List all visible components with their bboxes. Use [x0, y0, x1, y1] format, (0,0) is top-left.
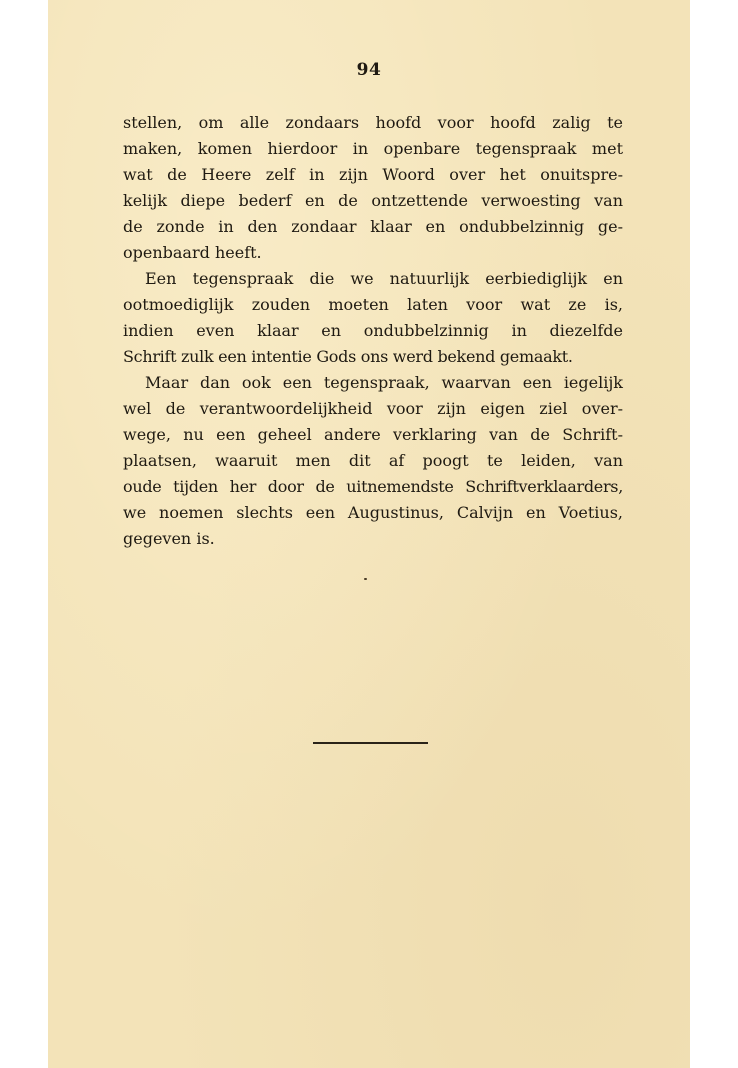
- text-line: Een tegenspraak die we natuurlijk eerbiediglijk en: [145, 269, 623, 288]
- text-line: wel de verantwoordelijkheid voor zijn eigen ziel over-: [123, 399, 623, 418]
- text-line: indien even klaar en ondubbelzinnig in diezelfde: [123, 321, 623, 340]
- body-text: [123, 110, 623, 552]
- text-line: Maar dan ook een tegenspraak, waarvan een iegelijk: [145, 373, 623, 392]
- book-page: [48, 0, 690, 1068]
- text-line: we noemen slechts een Augustinus, Calvijn en Voetius,: [123, 503, 623, 522]
- text-line: oude tijden her door de uitnemendste Schriftverklaarders,: [123, 477, 623, 496]
- text-line: Schrift zulk een intentie Gods ons werd bekend gemaakt.: [123, 347, 573, 366]
- text-line: gegeven is.: [123, 529, 215, 548]
- end-rule: [313, 742, 428, 744]
- page-number: 94: [356, 60, 382, 80]
- text-line: de zonde in den zondaar klaar en ondubbelzinnig ge-: [123, 217, 623, 236]
- text-line: wege, nu een geheel andere verklaring van de Schrift-: [123, 425, 623, 444]
- text-line: plaatsen, waaruit men dit af poogt te leiden, van: [123, 451, 623, 470]
- text-line: kelijk diepe bederf en de ontzettende verwoesting van: [123, 191, 623, 210]
- text-line: stellen, om alle zondaars hoofd voor hoofd zalig te: [123, 113, 623, 132]
- ink-speck: [364, 578, 367, 580]
- text-line: openbaard heeft.: [123, 243, 262, 262]
- text-line: maken, komen hierdoor in openbare tegenspraak met: [123, 139, 623, 158]
- text-line: wat de Heere zelf in zijn Woord over het onuitspre-: [123, 165, 623, 184]
- text-line: ootmoediglijk zouden moeten laten voor wat ze is,: [123, 295, 623, 314]
